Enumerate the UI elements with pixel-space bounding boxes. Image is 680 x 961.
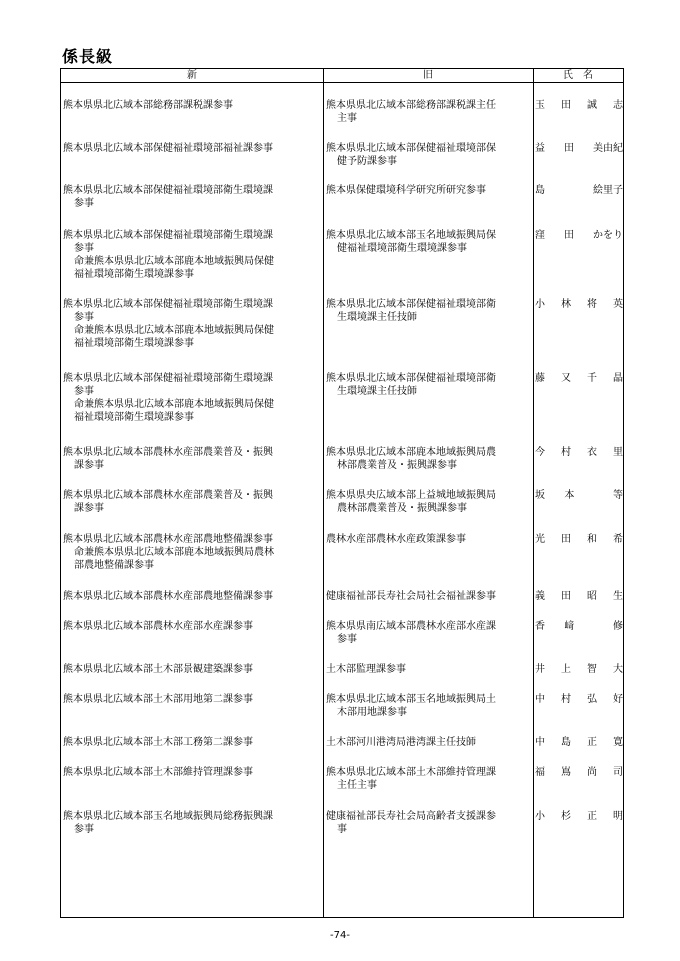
text-line: 熊本県県北広域本部玉名地域振興局土 xyxy=(326,694,496,705)
name-char: 和 xyxy=(587,534,597,545)
old-position xyxy=(326,533,530,546)
text-line: 林部農業普及・振興課参事 xyxy=(337,460,457,471)
header-new: 新 xyxy=(187,70,197,81)
text-line: 熊本県県北広域本部農林水産部水産課参事 xyxy=(63,621,253,632)
text-line: 健康福祉部長寿社会局社会福祉課参事 xyxy=(326,591,496,602)
text-line: 熊本県県南広域本部農林水産部水産課 xyxy=(326,621,496,632)
header-old: 旧 xyxy=(423,70,433,81)
person-name xyxy=(535,298,623,311)
name-char: 益 xyxy=(535,143,545,154)
text-line: 福祉環境部衛生環境課参事 xyxy=(74,338,194,349)
name-char: 里 xyxy=(613,447,623,458)
person-name xyxy=(535,766,623,779)
new-position xyxy=(63,620,321,633)
text-line: 熊本県県北広域本部土木部工務第二課参事 xyxy=(63,737,253,748)
text-line: 農林部農業普及・振興課参事 xyxy=(337,503,467,514)
name-char: 司 xyxy=(613,767,623,778)
old-position xyxy=(326,446,530,472)
person-name xyxy=(535,489,623,502)
text-line: 福祉環境部衛生環境課参事 xyxy=(74,412,194,423)
text-line: 熊本県県北広域本部保健福祉環境部保 xyxy=(326,143,496,154)
name-char: 杉 xyxy=(561,811,571,822)
text-line: 熊本県保健環境科学研究所研究参事 xyxy=(326,185,486,196)
name-char: 島 xyxy=(561,737,571,748)
name-char: 上 xyxy=(561,664,571,675)
name-char: 今 xyxy=(535,447,545,458)
new-position xyxy=(63,184,321,210)
name-char: 嶌 xyxy=(561,767,571,778)
name-char: 修 xyxy=(612,621,623,632)
header-name: 氏 名 xyxy=(563,70,593,81)
old-position xyxy=(326,766,530,792)
text-line: 熊本県県北広域本部保健福祉環境部衛 xyxy=(326,299,496,310)
new-position xyxy=(63,229,321,281)
person-name xyxy=(535,229,623,242)
name-char: 英 xyxy=(613,299,623,310)
old-position xyxy=(326,184,530,197)
text-line: 熊本県県北広域本部保健福祉環境部衛生環境課 xyxy=(63,230,273,241)
name-char: 田 xyxy=(564,230,574,241)
name-char: 等 xyxy=(612,490,623,501)
name-char: 福 xyxy=(535,767,545,778)
name-char: 美由紀 xyxy=(593,143,623,154)
text-line: 主事 xyxy=(337,113,357,124)
name-char: 又 xyxy=(561,373,571,384)
name-char: 香 xyxy=(535,621,545,632)
name-char: 中 xyxy=(535,737,545,748)
text-line: 熊本県県北広域本部保健福祉環境部衛生環境課 xyxy=(63,299,273,310)
text-line: 健福祉環境部衛生環境課参事 xyxy=(337,243,467,254)
name-char: 窪 xyxy=(535,230,545,241)
person-name xyxy=(535,590,623,603)
new-position xyxy=(63,533,321,572)
person-name xyxy=(535,736,623,749)
text-line: 参事 xyxy=(74,386,94,397)
text-line: 熊本県県北広域本部玉名地域振興局保 xyxy=(326,230,496,241)
name-char: 﨑 xyxy=(564,621,575,632)
name-char: 将 xyxy=(587,299,597,310)
name-char: 希 xyxy=(613,534,623,545)
text-line: 生環境課主任技師 xyxy=(337,386,417,397)
new-position xyxy=(63,298,321,350)
new-position xyxy=(63,142,321,155)
text-line: 熊本県県北広域本部総務部課税課参事 xyxy=(63,100,233,111)
text-line: 健康福祉部長寿社会局高齢者支援課参 xyxy=(326,811,496,822)
text-line: 福祉環境部衛生環境課参事 xyxy=(74,269,194,280)
text-line: 熊本県県北広域本部農林水産部農地整備課参事 xyxy=(63,534,273,545)
text-line: 熊本県県北広域本部農林水産部農業普及・振興 xyxy=(63,447,273,458)
text-line: 農林水産部農林水産政策課参事 xyxy=(326,534,466,545)
name-char: 志 xyxy=(613,100,623,111)
name-char: 正 xyxy=(587,737,597,748)
old-position xyxy=(326,620,530,646)
text-line: 参事 xyxy=(74,312,94,323)
name-char: 大 xyxy=(613,664,623,675)
text-line: 参事 xyxy=(337,634,357,645)
name-char: 寛 xyxy=(613,737,623,748)
old-position xyxy=(326,229,530,255)
text-line: 土木部監理課参事 xyxy=(326,664,406,675)
name-char: 田 xyxy=(561,591,571,602)
name-char: 昭 xyxy=(587,591,597,602)
new-position xyxy=(63,693,321,706)
old-position xyxy=(326,99,530,125)
text-line: 課参事 xyxy=(74,460,104,471)
text-line: 命兼熊本県県北広域本部鹿本地域振興局農林 xyxy=(74,547,274,558)
name-char: 田 xyxy=(561,534,571,545)
person-name xyxy=(535,99,623,112)
name-char: 晶 xyxy=(613,373,623,384)
text-line: 熊本県県央広域本部上益城地域振興局 xyxy=(326,490,496,501)
old-position xyxy=(326,590,530,603)
old-position xyxy=(326,372,530,398)
new-position xyxy=(63,810,321,836)
person-name xyxy=(535,810,623,823)
text-line: 参事 xyxy=(74,824,94,835)
personnel-table xyxy=(60,68,624,918)
text-line: 熊本県県北広域本部土木部維持管理課 xyxy=(326,767,496,778)
name-char: 田 xyxy=(561,100,571,111)
old-position xyxy=(326,663,530,676)
text-line: 熊本県県北広域本部保健福祉環境部衛生環境課 xyxy=(63,373,273,384)
name-char: 島 xyxy=(535,185,545,196)
text-line: 参事 xyxy=(74,243,94,254)
old-position xyxy=(326,736,530,749)
old-position xyxy=(326,489,530,515)
text-line: 熊本県県北広域本部土木部用地第二課参事 xyxy=(63,694,253,705)
person-name xyxy=(535,693,623,706)
name-char: 弘 xyxy=(587,694,597,705)
name-char: 小 xyxy=(535,811,545,822)
text-line: 参事 xyxy=(74,198,94,209)
name-char: 好 xyxy=(613,694,623,705)
name-char: 光 xyxy=(535,534,545,545)
name-char: 林 xyxy=(561,299,571,310)
name-char: かをり xyxy=(593,230,623,241)
text-line: 熊本県県北広域本部総務部課税課主任 xyxy=(326,100,496,111)
name-char: 誠 xyxy=(587,100,597,111)
text-line: 健予防課参事 xyxy=(337,156,397,167)
text-line: 熊本県県北広域本部保健福祉環境部福祉課参事 xyxy=(63,143,273,154)
header-divider xyxy=(61,82,623,83)
name-char: 村 xyxy=(561,694,571,705)
text-line: 命兼熊本県県北広域本部鹿本地域振興局保健 xyxy=(74,256,274,267)
text-line: 熊本県県北広域本部土木部景観建築課参事 xyxy=(63,664,253,675)
text-line: 部農地整備課参事 xyxy=(74,560,154,571)
new-position xyxy=(63,736,321,749)
name-char: 本 xyxy=(564,490,575,501)
name-char: 正 xyxy=(587,811,597,822)
page-number: -74- xyxy=(330,930,350,941)
text-line: 熊本県県北広域本部農林水産部農業普及・振興 xyxy=(63,490,273,501)
text-line: 命兼熊本県県北広域本部鹿本地域振興局保健 xyxy=(74,399,274,410)
name-char: 小 xyxy=(535,299,545,310)
text-line: 土木部河川港湾局港湾課主任技師 xyxy=(326,737,476,748)
column-divider xyxy=(323,69,324,917)
name-char: 義 xyxy=(535,591,545,602)
text-line: 主任主事 xyxy=(337,780,377,791)
name-char: 村 xyxy=(561,447,571,458)
person-name xyxy=(535,533,623,546)
text-line: 命兼熊本県県北広域本部鹿本地域振興局保健 xyxy=(74,325,274,336)
person-name xyxy=(535,142,623,155)
old-position xyxy=(326,298,530,324)
new-position xyxy=(63,446,321,472)
person-name xyxy=(535,184,623,197)
text-line: 熊本県県北広域本部玉名地域振興局総務振興課 xyxy=(63,811,273,822)
text-line: 熊本県県北広域本部保健福祉環境部衛生環境課 xyxy=(63,185,273,196)
text-line: 事 xyxy=(337,824,347,835)
text-line: 課参事 xyxy=(74,503,104,514)
old-position xyxy=(326,693,530,719)
name-char: 井 xyxy=(535,664,545,675)
name-char: 尚 xyxy=(587,767,597,778)
new-position xyxy=(63,99,321,112)
name-char: 田 xyxy=(564,143,574,154)
new-position xyxy=(63,590,321,603)
name-char: 中 xyxy=(535,694,545,705)
name-char: 藤 xyxy=(535,373,545,384)
new-position xyxy=(63,766,321,779)
new-position xyxy=(63,663,321,676)
person-name xyxy=(535,372,623,385)
name-char: 玉 xyxy=(535,100,545,111)
text-line: 生環境課主任技師 xyxy=(337,312,417,323)
name-char: 明 xyxy=(613,811,623,822)
person-name xyxy=(535,620,623,633)
column-divider xyxy=(533,69,534,917)
name-char: 智 xyxy=(587,664,597,675)
name-char: 生 xyxy=(613,591,623,602)
text-line: 熊本県県北広域本部土木部維持管理課参事 xyxy=(63,767,253,778)
text-line: 熊本県県北広域本部農林水産部農地整備課参事 xyxy=(63,591,273,602)
text-line: 熊本県県北広域本部保健福祉環境部衛 xyxy=(326,373,496,384)
name-char: 千 xyxy=(587,373,597,384)
name-char: 坂 xyxy=(535,490,545,501)
text-line: 木部用地課参事 xyxy=(337,707,407,718)
new-position xyxy=(63,372,321,424)
name-char: 絵里子 xyxy=(593,185,623,196)
person-name xyxy=(535,663,623,676)
new-position xyxy=(63,489,321,515)
person-name xyxy=(535,446,623,459)
text-line: 熊本県県北広域本部鹿本地域振興局農 xyxy=(326,447,496,458)
old-position xyxy=(326,142,530,168)
page-heading: 係長級 xyxy=(62,47,114,66)
name-char: 衣 xyxy=(587,447,597,458)
old-position xyxy=(326,810,530,836)
